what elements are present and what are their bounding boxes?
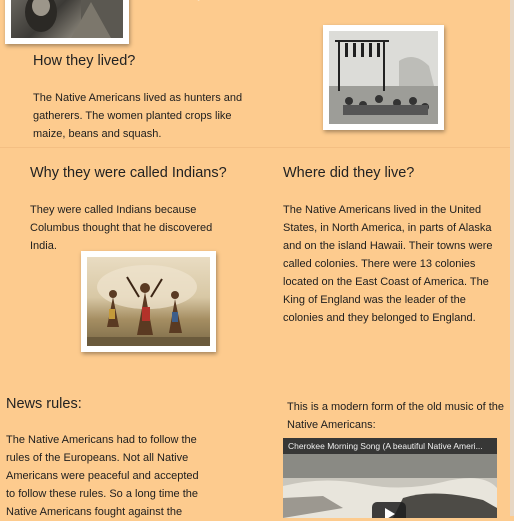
why-indians-heading: Why they were called Indians? <box>30 165 227 181</box>
top-caption <box>170 0 253 1</box>
section-divider <box>0 147 510 148</box>
news-rules-text: The Native Americans had to follow the rules of the Europeans. Not all Native Americans were peaceful and accepted to follow these rules. So a long time the Native Americans fought against the <box>6 434 199 518</box>
top-left-photo <box>5 0 129 44</box>
dance-painting-photo <box>81 251 216 352</box>
video-title[interactable]: Cherokee Morning Song (A beautiful Native Ameri... <box>283 438 497 454</box>
news-rules-heading: News rules: <box>6 396 82 412</box>
music-intro-text: This is a modern form of the old music of the Native Americans: <box>287 401 505 431</box>
video-player[interactable] <box>283 438 497 518</box>
hanging-scene-photo <box>323 25 444 130</box>
why-indians-text: They were called Indians because Columbus thought that he discovered India. <box>30 204 213 252</box>
page-scrollbar[interactable] <box>510 0 514 516</box>
where-lived-heading: Where did they live? <box>283 165 415 181</box>
how-they-lived-text: The Native Americans lived as hunters and gatherers. The women planted crops like maize, beans and squash. <box>33 92 243 140</box>
where-lived-text: The Native Americans lived in the United States, in North America, in parts of Alaska and on the island Hawaii. Their towns were called colonies. There were 13 colonies located on the East Coast of America. The King of England was the leader of the colonies and they belonged to England. <box>283 204 493 324</box>
how-they-lived-heading: How they lived? <box>33 53 136 69</box>
